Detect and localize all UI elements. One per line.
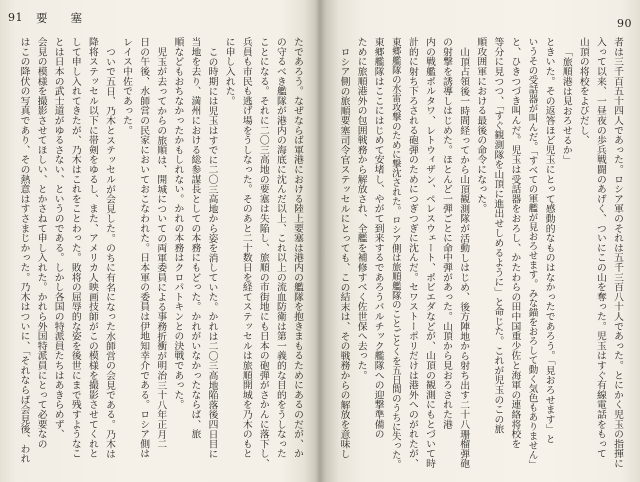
- text-column: ときいた。その返答ほど児玉にとって感動的なものはなかったであろう。「見おろせます」と: [543, 37, 555, 444]
- text-column: 会見の模様を撮影させてほしい、とかさねて申し入れた。かれら外国特派員にとって必要なの: [35, 37, 47, 449]
- text-column: たであろう。なぜならば軍港における陸上要塞は港内の艦隊を抱きまもるためにあるのだが、か: [292, 37, 303, 459]
- text-column: いうその受話器が叫んだ。「すべての軍艦が見おろせます。みな錨をおろして動く気色もありません」: [526, 37, 538, 469]
- text-column: 「旅順港は見おろせるか」: [560, 46, 572, 165]
- page-number: 91: [8, 11, 23, 24]
- text-column: とは日本の武士道がゆるさない、というのである。しかし各国の特派員たちはあきらめず、: [52, 37, 64, 439]
- text-column: 山頂占領後一時間経ってから山頂観測隊が活動しはじめ、後方陣地から射ち出す二十八珊榴弾砲: [458, 46, 470, 469]
- text-column: ロシア側の旅順要塞司令官ステッセルにとっても、この結末は、その戦務からの解放を意味し: [338, 46, 350, 459]
- text-column: 東郷艦隊はここにはじめて安堵し、やがて到来するであろうバルチック艦隊への迎撃準備の: [372, 37, 384, 439]
- text-column: 日の午後、水師営の民家においておこなわれた。日本軍の委員は伊地知幸介である。ロシア側は: [138, 37, 150, 459]
- text-column: 入って以来、一昼夜の歩兵戦闘のあげく、ついにこの山を奪った。児玉はすぐ有線電話をもって: [594, 37, 606, 459]
- text-column: に申し入れた。: [223, 37, 235, 106]
- text-column: 降将ステッセル以下に帯剣をゆるし、また、アメリカ人映画技師がこの模様を撮影させてくれと: [86, 37, 98, 459]
- right-page: [320, 0, 640, 482]
- text-column: 順などもおちなかったかもしれない。かれの本務はクロパトキンとの決戦であった。: [172, 37, 184, 410]
- text-column: の射撃を誘導しはじめた。ほとんど一弾ごとに命中弾があった。山頂から見おろされた港: [441, 37, 453, 429]
- text-column: 児玉が去ってからの旅順は、開城についての両軍委員による事務折衝が明治三十八年正月二: [155, 46, 167, 449]
- text-column: の守るべき艦隊が港内の海底に沈んだ以上、これ以上の流血防衛は第一義的な目的をうしなった: [274, 37, 286, 459]
- text-column: 東郷艦隊の水雷攻撃のために撃沈された。ロシア側は旅順艦隊のことごとくを五日間のうちに失った。: [389, 37, 401, 469]
- text-column: 計的に射ち下ろされる砲弾のためにつぎつぎに沈んだ。セワストーポリだけは港外へのがれたが、: [406, 37, 418, 469]
- text-column: この時期には児玉はすでに二〇三高地から姿を消していた。かれは二〇三高地陥落後四日目に: [206, 46, 218, 459]
- text-column: 順攻囲軍における最後の命令になった。: [475, 37, 487, 214]
- text-column: 等分に見つつ、「すぐ観測隊を山頂に進出せしめるように」と命じた。これが児玉のこの旅: [492, 37, 504, 434]
- text-block: [335, 37, 626, 469]
- text-block: [15, 37, 306, 469]
- running-head: 要塞: [36, 11, 105, 25]
- text-column: して申し入れてきたが、乃木はこれをことわった。敗将の屈辱的な姿を後世にまで残すようなこ: [69, 37, 81, 459]
- text-column: はこの降伏の写真であり、その熱意はすさまじかった。乃木はついに、「それならば会見後、われ: [18, 37, 30, 464]
- text-column: ついで五日、乃木とステッセルが会見した。のちに有名になった水師営の会見である。乃木は: [103, 46, 115, 459]
- text-column: 当地を去り、満州における総参謀長としての本務にもどった。かれがいなかったならば、旅: [189, 37, 201, 439]
- text-column: 内の戦艦ポルタワ、レトウィザン、ペレスウェート、ポビエダなどが、山頂の観測にもとづいて時: [423, 37, 435, 469]
- text-column: 兵員も市民も逃げ場をうしなった。そのあと二十数日を経てステッセルは旅順開城を乃木のもと: [240, 37, 252, 459]
- text-column: ことになる。それに二〇三高地の要塞は失陥し、旅順の市街地にも日本の砲弾がさかんに落下し、: [257, 37, 269, 469]
- page-number: 90: [617, 17, 632, 30]
- text-column: 山頂の将校をよびだし、: [577, 37, 589, 145]
- text-column: 者は三千百五十四人であった。ロシア軍のそれは五千三百八十人であった。とにかく児玉の指揮に: [612, 37, 623, 469]
- text-column: と、ひきつづき叫んだ。児玉は受話器をおろし、かたわらの田中国重少佐と海軍の連絡将校を: [509, 37, 521, 449]
- text-column: レイス中佐であった。: [121, 37, 133, 135]
- text-column: ために旅順港外の包囲戦務から解放され、全艦を補修すべく佐世保へ去った。: [355, 37, 367, 380]
